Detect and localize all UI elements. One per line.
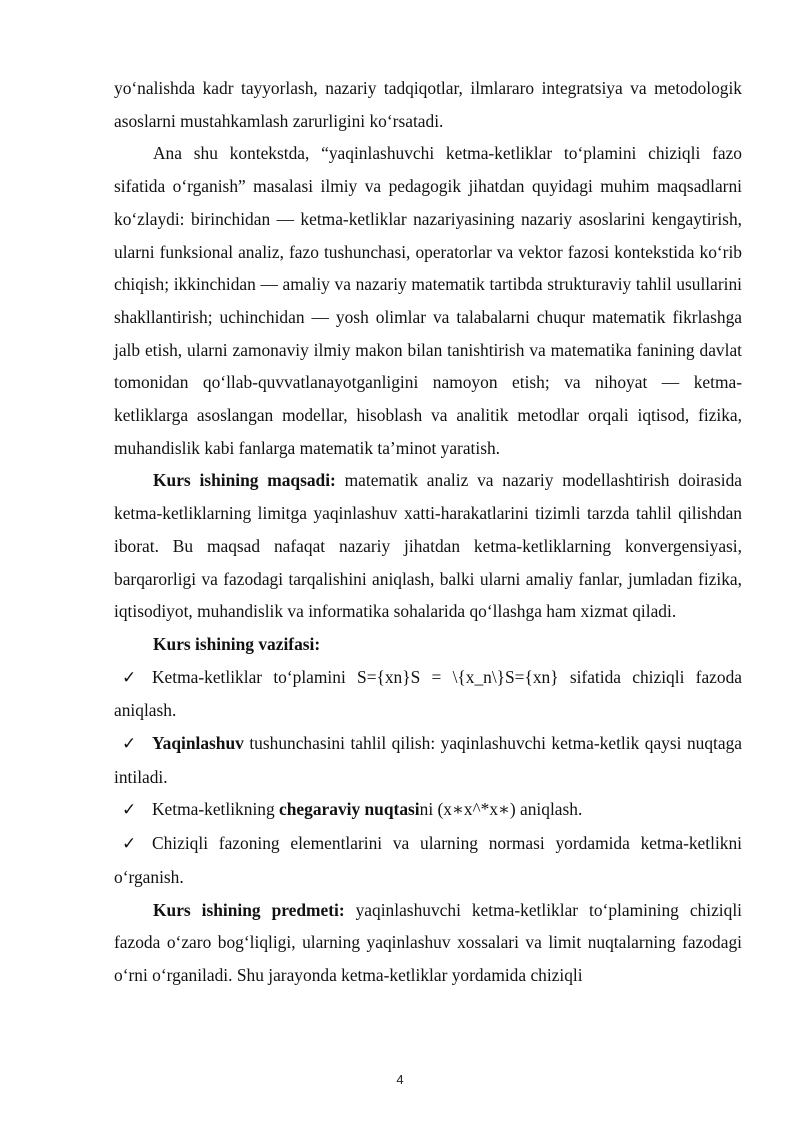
subject-label: Kurs ishining predmeti: xyxy=(153,899,345,920)
task-item-2-text: tushunchasini tahlil qilish: yaqinlashuvchi ketma-ketlik qaysi nuqtaga intiladi. xyxy=(114,733,742,787)
task-item-3-bold: chegaraviy nuqtasi xyxy=(279,799,420,820)
paragraph-context: Ana shu kontekstda, “yaqinlashuvchi ketma-ketliklar to‘plamini chiziqli fazo sifatida o‘rganish” masalasi ilmiy va pedagogik jihatdan quyidagi muhim maqsadlarni ko‘zlaydi: birinchidan — ketma-ketliklar nazariyasining nazariy asoslarini kengaytirish, ularni funksional analiz, fazo tushunchasi, operatorlar va vektor fazosi kontekstida ko‘rib chiqish; ikkinchidan — amaliy va nazariy matematik tartibda strukturaviy tahlil usullarini shakllantirish; uchinchidan — yosh olimlar va talabalarni chuqur matematik fikrlashga jalb etish, ularni zamonaviy ilmiy makon bilan tanishtirish va matematika fanining davlat tomonidan qo‘llab-quvvatlanayotganligini namoyon etish; va nihoyat — ketma-ketliklarga asoslangan modellar, hisoblash va analitik metodlar orqali iqtisod, fizika, muhandislik kabi fanlarga matematik ta’minot yaratish. xyxy=(114,143,742,458)
task-item-1-text: Ketma-ketliklar to‘plamini S={xn}S = \{x_n\}S={xn} sifatida chiziqli fazoda aniqlash. xyxy=(114,666,742,721)
task-item-2 xyxy=(114,727,742,793)
goal-text: matematik analiz va nazariy modellashtirish doirasida ketma-ketliklarning limitga yaqinlashuv xatti-harakatlarini tizimli tarzda tahlil qilishdan iborat. Bu maqsad nafaqat nazariy jihatdan ketma-ketliklarning konvergensiyasi, barqarorligi va fazodagi tarqalishini aniqlash, balki ularni amaliy fanlar, jumladan fizika, iqtisodiyot, muhandislik va informatika sohalarida qo‘llashga ham xizmat qiladi. xyxy=(114,470,742,622)
task-item-2-bold: Yaqinlashuv xyxy=(152,733,244,754)
tasks-heading: Kurs ishining vazifasi: xyxy=(153,633,321,654)
checkmark-icon: ✓ xyxy=(122,734,137,754)
task-item-3-pre: Ketma-ketlikning xyxy=(152,799,280,820)
task-item-4 xyxy=(114,827,742,893)
task-item-3-post: ni (x∗x^*x∗) aniqlash. xyxy=(419,799,583,820)
paragraph-intro-continuation: yo‘nalishda kadr tayyorlash, nazariy tadqiqotlar, ilmlararo integratsiya va metodologik asoslarni mustahkamlash zarurligini ko‘rsatadi. xyxy=(114,78,742,131)
subject-text: yaqinlashuvchi ketma-ketliklar to‘plamining chiziqli fazoda o‘zaro bog‘liqligi, ularning yaqinlashuv xossalari va limit nuqtalarning fazodagi o‘rni o‘rganiladi. Shu jarayonda ketma-ketliklar yordamida chiziqli xyxy=(114,899,742,985)
task-item-4-text: Chiziqli fazoning elementlarini va ularning normasi yordamida ketma-ketlikni o‘rganish. xyxy=(114,833,742,887)
task-item-3 xyxy=(114,793,742,827)
checkmark-icon: ✓ xyxy=(122,800,137,820)
page-content xyxy=(114,72,742,992)
paragraph-subject xyxy=(114,894,742,992)
goal-label: Kurs ishining maqsadi: xyxy=(153,470,336,491)
checkmark-icon: ✓ xyxy=(122,834,137,854)
checkmark-icon: ✓ xyxy=(122,667,137,687)
task-item-1 xyxy=(114,661,742,727)
paragraph-goal xyxy=(114,464,742,628)
page-number: 4 xyxy=(396,1072,404,1087)
